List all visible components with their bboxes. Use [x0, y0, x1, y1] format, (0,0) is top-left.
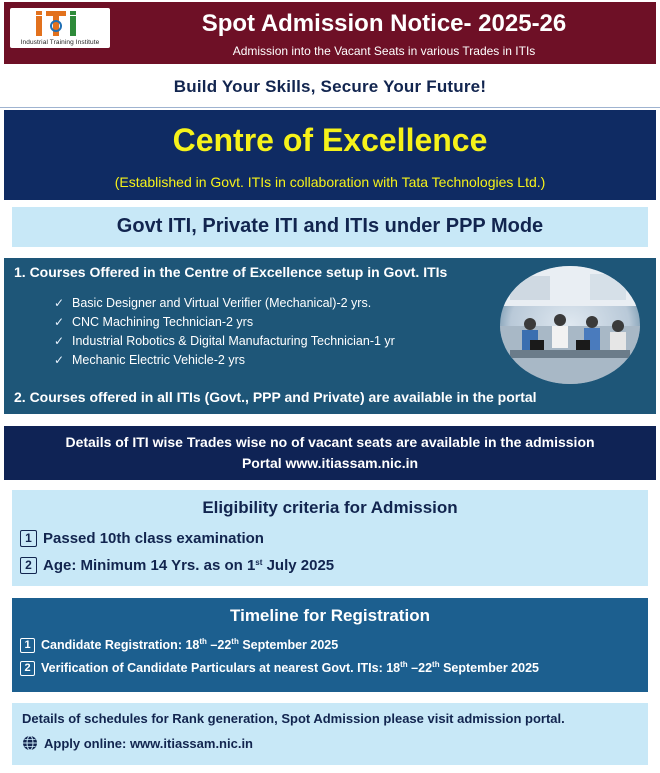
number-badge: 2	[20, 661, 35, 676]
number-badge: 2	[20, 557, 37, 574]
course-list	[54, 294, 395, 370]
footer-section	[12, 703, 648, 765]
check-icon: ✓	[54, 353, 65, 367]
vacant-seats-details	[4, 426, 656, 480]
details-line-2: Portal www.itiassam.nic.in	[241, 455, 419, 471]
notice-subtitle: Admission into the Vacant Seats in various Trades in ITIs	[232, 44, 536, 58]
timeline-text: Verification of Candidate Particulars at nearest Govt. ITIs: 18	[41, 661, 401, 675]
globe-icon	[22, 735, 38, 751]
coe-title: Centre of Excellence	[172, 122, 488, 158]
course-name: Basic Designer and Virtual Verifier (Mechanical)-2 yrs.	[72, 296, 372, 310]
details-text	[14, 432, 646, 474]
courses-heading-2: 2. Courses offered in all ITIs (Govt., PPP and Private) are available in the portal	[14, 389, 537, 405]
number-badge: 1	[20, 530, 37, 547]
timeline-title: Timeline for Registration	[230, 606, 430, 625]
list-item	[54, 332, 395, 351]
courses-section	[4, 258, 656, 414]
list-item	[54, 351, 395, 370]
eligibility-text: Passed 10th class examination	[43, 530, 264, 547]
timeline-text: Candidate Registration: 18	[41, 638, 200, 652]
iti-types-text: Govt ITI, Private ITI and ITIs under PPP Mode	[116, 215, 544, 237]
list-item	[54, 294, 395, 313]
eligibility-item-2	[20, 557, 334, 574]
iti-logo	[10, 8, 110, 48]
timeline-item-2	[20, 661, 539, 676]
coe-banner	[4, 110, 656, 200]
timeline-item-1	[20, 638, 338, 653]
ordinal-suffix: th	[400, 660, 408, 669]
course-name: Industrial Robotics & Digital Manufacturing Technician-1 yr	[72, 334, 395, 348]
iti-types-banner	[12, 207, 648, 247]
classroom-image-icon	[500, 266, 640, 384]
timeline-text-end: September 2025	[238, 638, 339, 652]
tagline: Build Your Skills, Secure Your Future!	[173, 77, 487, 96]
timeline-text-mid: –22	[206, 638, 232, 652]
details-line-1: Details of ITI wise Trades wise no of vacant seats are available in the admission	[65, 434, 595, 450]
classroom-photo	[500, 266, 640, 384]
list-item	[54, 313, 395, 332]
timeline-section	[12, 598, 648, 692]
course-name: Mechanic Electric Vehicle-2 yrs	[72, 353, 245, 367]
ordinal-suffix: th	[199, 637, 207, 646]
number-badge: 1	[20, 638, 35, 653]
courses-heading-1: 1. Courses Offered in the Centre of Excellence setup in Govt. ITIs	[14, 264, 448, 280]
check-icon: ✓	[54, 315, 65, 329]
timeline-text-mid: –22	[407, 661, 433, 675]
check-icon: ✓	[54, 334, 65, 348]
timeline-text-end: September 2025	[439, 661, 539, 675]
eligibility-item-1	[20, 530, 264, 547]
apply-online-link[interactable]: Apply online: www.itiassam.nic.in	[44, 736, 253, 751]
iti-logo-icon	[34, 10, 86, 38]
notice-title: Spot Admission Notice- 2025-26	[201, 10, 567, 37]
course-name: CNC Machining Technician-2 yrs	[72, 315, 254, 329]
ordinal-suffix: st	[255, 558, 263, 567]
ordinal-suffix: th	[432, 660, 440, 669]
eligibility-section	[12, 490, 648, 586]
logo-caption: Industrial Training Institute	[20, 39, 100, 46]
footer-text: Details of schedules for Rank generation, Spot Admission please visit admission portal.	[22, 711, 565, 726]
eligibility-text-end: July 2025	[262, 557, 335, 574]
eligibility-text: Age: Minimum 14 Yrs. as on 1	[43, 557, 256, 574]
eligibility-title: Eligibility criteria for Admission	[202, 498, 458, 517]
coe-subtitle: (Established in Govt. ITIs in collaboration with Tata Technologies Ltd.)	[114, 174, 546, 190]
notice-header	[4, 2, 656, 64]
ordinal-suffix: th	[231, 637, 239, 646]
apply-online[interactable]	[22, 735, 253, 751]
tagline-bar	[0, 66, 660, 108]
check-icon: ✓	[54, 296, 65, 310]
